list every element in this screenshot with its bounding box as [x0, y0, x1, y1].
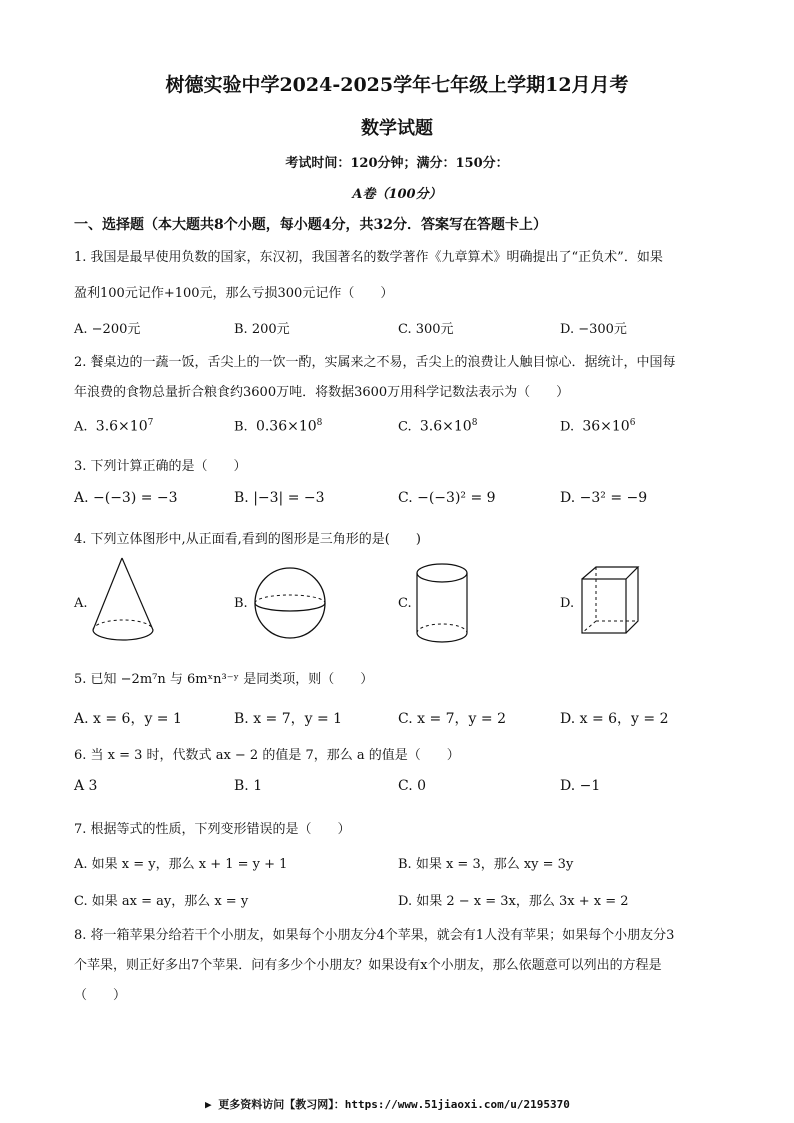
- q1-option-a: A. −200元: [74, 322, 141, 337]
- subject-title: 数学试题: [361, 118, 433, 139]
- q7-stem: 7. 根据等式的性质，下列变形错误的是（ ）: [74, 822, 351, 837]
- q3-option-b: B. |−3| = −3: [234, 490, 325, 506]
- q7-option-a: A. 如果 x = y，那么 x + 1 = y + 1: [74, 857, 288, 872]
- q4-option-a: A.: [74, 596, 88, 611]
- q5-option-d: D. x = 6，y = 2: [560, 711, 669, 727]
- q2-line1: 2. 餐桌边的一蔬一饭，舌尖上的一饮一酌，实属来之不易，舌尖上的浪费让人触目惊心．据统计，中国每: [74, 355, 676, 370]
- q2-option-c: C. $3.6\times 10^8$: [398, 418, 478, 435]
- sphere-figure: [252, 565, 328, 641]
- q1-line1: 1. 我国是最早使用负数的国家，东汉初，我国著名的数学著作《九章算术》明确提出了“正负术”．如果: [74, 250, 663, 265]
- q4-option-b: B.: [234, 596, 248, 611]
- q1-option-b: B. 200元: [234, 322, 290, 337]
- q3-stem: 3. 下列计算正确的是（ ）: [74, 459, 247, 474]
- q2-option-d: D. $36\times 10^6$: [560, 418, 636, 435]
- q5-stem: 5. 已知 −2m⁷n 与 6mˣn³⁻ʸ 是同类项，则（ ）: [74, 672, 374, 687]
- q3-option-c: C. −(−3)² = 9: [398, 490, 496, 506]
- q2-line2: 年浪费的食物总量折合粮食约3600万吨．将数据3600万用科学记数法表示为（ ）: [74, 385, 570, 400]
- q5-option-c: C. x = 7，y = 2: [398, 711, 506, 727]
- cuboid-figure: [580, 565, 642, 637]
- q2-option-a: A. $3.6\times 10^7$: [74, 418, 154, 435]
- q1-option-c: C. 300元: [398, 322, 454, 337]
- footer-link[interactable]: ▶ 更多资料访问【教习网】：https://www.51jiaoxi.com/u/2195370: [205, 1098, 570, 1111]
- q2-option-b: B. $0.36\times 10^8$: [234, 418, 323, 435]
- exam-title: 树德实验中学2024-2025学年七年级上学期12月月考: [165, 74, 629, 96]
- q1-option-d: D. −300元: [560, 322, 627, 337]
- q6-option-c: C. 0: [398, 778, 427, 794]
- section-heading: 一、选择题（本大题共8个小题，每小题4分，共32分．答案写在答题卡上）: [74, 217, 547, 233]
- exam-info: 考试时间：120分钟；满分：150分：: [285, 156, 509, 171]
- q1-line2: 盈利100元记作+100元，那么亏损300元记作（ ）: [74, 286, 394, 301]
- q6-stem: 6. 当 x = 3 时，代数式 ax − 2 的值是 7，那么 a 的值是（ ）: [74, 748, 460, 763]
- q7-option-c: C. 如果 ax = ay，那么 x = y: [74, 894, 249, 909]
- q6-option-b: B. 1: [234, 778, 263, 794]
- volume-label: A卷（100分）: [352, 187, 442, 202]
- q5-option-a: A. x = 6，y = 1: [74, 711, 182, 727]
- q6-option-d: D. −1: [560, 778, 601, 794]
- q4-stem: 4. 下列立体图形中,从正面看,看到的图形是三角形的是( ): [74, 532, 421, 547]
- q8-line3: （ ）: [74, 988, 127, 1003]
- q3-option-a: A. −(−3) = −3: [74, 490, 178, 506]
- q3-option-d: D. −3² = −9: [560, 490, 648, 506]
- q7-option-d: D. 如果 2 − x = 3x，那么 3x + x = 2: [398, 894, 629, 909]
- q7-option-b: B. 如果 x = 3，那么 xy = 3y: [398, 857, 574, 872]
- cone-figure: [90, 556, 156, 644]
- q6-option-a: A 3: [74, 778, 98, 794]
- q8-line1: 8. 将一箱苹果分给若干个小朋友，如果每个小朋友分4个苹果，就会有1人没有苹果；如果每个小朋友分3: [74, 928, 675, 943]
- q5-option-b: B. x = 7，y = 1: [234, 711, 343, 727]
- cylinder-figure: [414, 561, 470, 647]
- q4-option-c: C.: [398, 596, 412, 611]
- q4-option-d: D.: [560, 596, 575, 611]
- q8-line2: 个苹果，则正好多出7个苹果．问有多少个小朋友？如果设有x个小朋友，那么依题意可以列出的方程是: [74, 958, 662, 973]
